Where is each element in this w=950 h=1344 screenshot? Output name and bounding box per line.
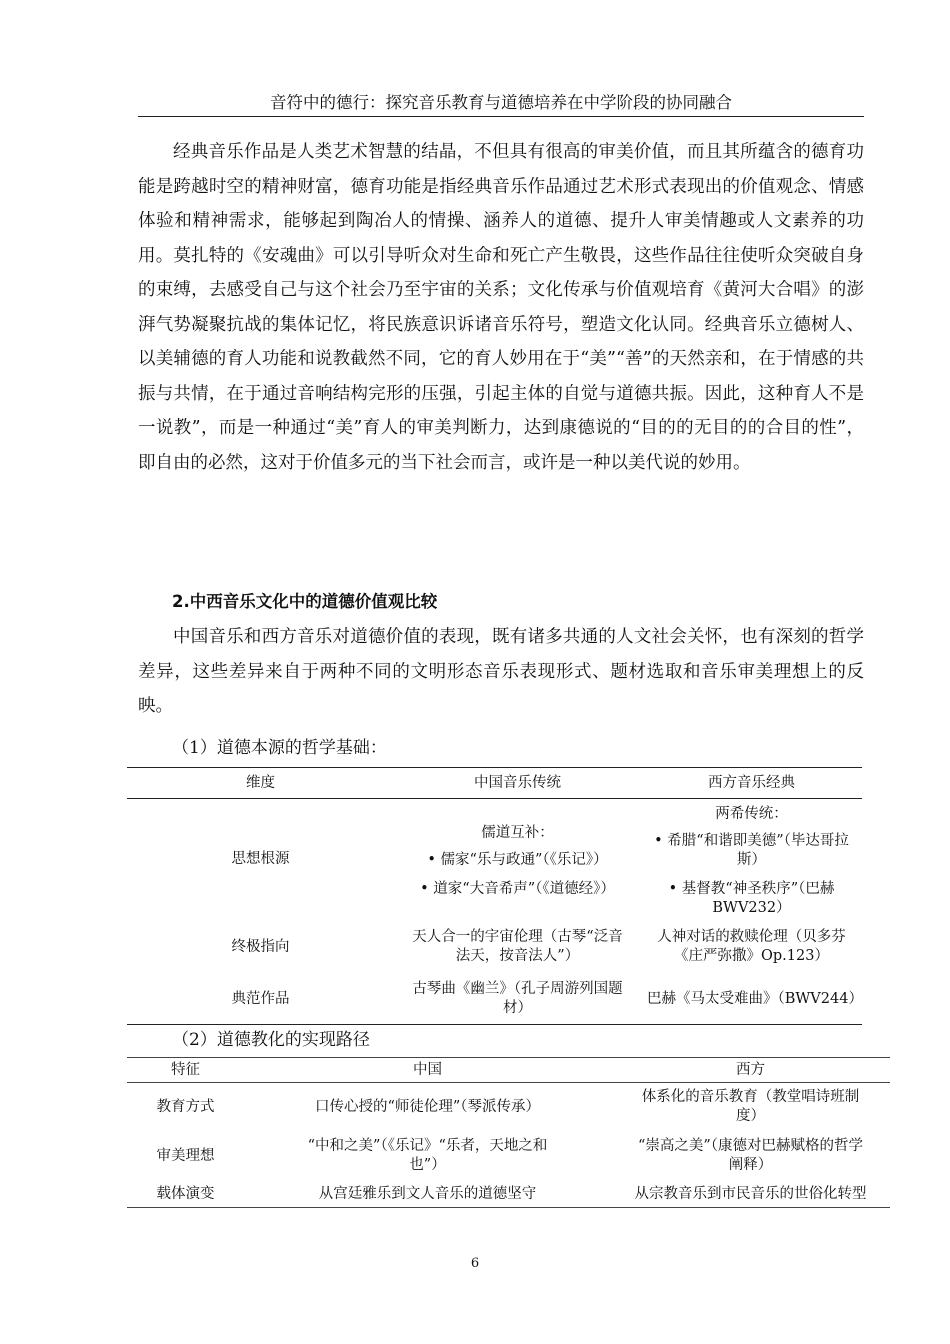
- cell-item: • 希腊“和谐即美德”（毕达哥拉斯）: [654, 833, 849, 868]
- row-label: 审美理想: [156, 1147, 215, 1164]
- table-row: [127, 799, 862, 921]
- table-row: [127, 1131, 890, 1181]
- column-header: 特征: [127, 1058, 244, 1083]
- row-label: 思想根源: [231, 851, 290, 867]
- table-cell: 巴赫《马太受难曲》（BWV244）: [647, 990, 863, 1007]
- cell-title: 儒道互补：: [481, 825, 554, 841]
- table2-caption: （2）道德教化的实现路径: [172, 1030, 370, 1050]
- table-row: [127, 1083, 890, 1132]
- page-number: 6: [470, 1256, 480, 1271]
- table-cell: 从宫廷雅乐到文人音乐的道德坚守: [318, 1185, 537, 1202]
- row-label: 终极指向: [231, 938, 290, 955]
- paragraph-comparison-intro: 中国音乐和西方音乐对道德价值的表现，既有诸多共通的人文社会关怀，也有深刻的哲学差异，这些差异来自于两种不同的文明形态音乐表现形式、题材选取和音乐审美理想上的反映。: [138, 627, 864, 716]
- table-header-row: [127, 768, 862, 799]
- cell-title: 两希传统：: [715, 806, 788, 822]
- table-cell: “崇高之美”（康德对巴赫赋格的哲学阐释）: [637, 1138, 864, 1173]
- philosophy-table: [127, 767, 862, 1025]
- table-cell: [394, 799, 641, 921]
- running-header: 音符中的德行：探究音乐教育与道德培养在中学阶段的协同融合: [138, 90, 864, 117]
- table-row: [127, 974, 862, 1025]
- column-header: 西方音乐经典: [641, 768, 862, 799]
- table-cell: “中和之美”（《乐记》“乐者，天地之和也”）: [307, 1138, 548, 1173]
- table-header-row: [127, 1058, 890, 1083]
- cell-item: • 基督教“神圣秩序”（巴赫BWV232）: [668, 881, 835, 916]
- column-header: 维度: [127, 768, 394, 799]
- table-cell: [641, 799, 862, 921]
- column-header: 西方: [611, 1058, 890, 1083]
- table1-caption: （1）道德本源的哲学基础：: [172, 738, 387, 758]
- paragraph-classical-music: 经典音乐作品是人类艺术智慧的结晶，不但具有很高的审美价值，而且其所蕴含的德育功能是跨越时空的精神财富，德育功能是指经典音乐作品通过艺术形式表现出的价值观念、情感体验和精神需求，能够起到陶冶人的情操、涵养人的道德、提升人审美情趣或人文素养的功用。莫扎特的《安魂曲》可以引导听众对生命和死亡产生敬畏，这些作品往往使听众突破自身的束缚，去感受自己与这个社会乃至宇宙的关系；文化传承与价值观培育《黄河大合唱》的澎湃气势凝聚抗战的集体记忆，将民族意识诉诸音乐符号，塑造文化认同。经典音乐立德树人、以美辅德的育人功能和说教截然不同，它的育人妙用在于“美”“善”的天然亲和，在于情感的共振与共情，在于通过音响结构完形的压强，引起主体的自觉与道德共振。因此，这种育人不是一说教”，而是一种通过“美”育人的审美判断力，达到康德说的“目的的无目的的合目的性”，即自由的必然，这对于价值多元的当下社会而言，或许是一种以美代说的妙用。: [138, 142, 864, 473]
- cell-item: • 儒家“乐与政通”（《乐记》）: [427, 852, 608, 868]
- section-heading: 2.中西音乐文化中的道德价值观比较: [172, 592, 438, 611]
- table-cell: 古琴曲《幽兰》（孔子周游列国题材）: [412, 981, 623, 1016]
- table-cell: 天人合一的宇宙伦理（古琴“泛音法天，按音法人”）: [412, 929, 623, 964]
- table-row: [127, 920, 862, 974]
- table-cell: 人神对话的救赎伦理（贝多芬《庄严弥撒》Op.123）: [657, 929, 846, 964]
- table-row: [127, 1181, 890, 1208]
- table-cell: 从宗教音乐到市民音乐的世俗化转型: [634, 1185, 867, 1202]
- column-header: 中国: [244, 1058, 611, 1083]
- education-path-table: [127, 1057, 890, 1208]
- cell-item: • 道家“大音希声”（《道德经》）: [420, 881, 615, 897]
- row-label: 教育方式: [156, 1098, 215, 1115]
- row-label: 载体演变: [156, 1185, 215, 1202]
- table-cell: 体系化的音乐教育（教堂唱诗班制度）: [641, 1089, 860, 1124]
- column-header: 中国音乐传统: [394, 768, 641, 799]
- row-label: 典范作品: [231, 990, 290, 1007]
- table-cell: 口传心授的“师徒伦理”（琴派传承）: [314, 1098, 541, 1115]
